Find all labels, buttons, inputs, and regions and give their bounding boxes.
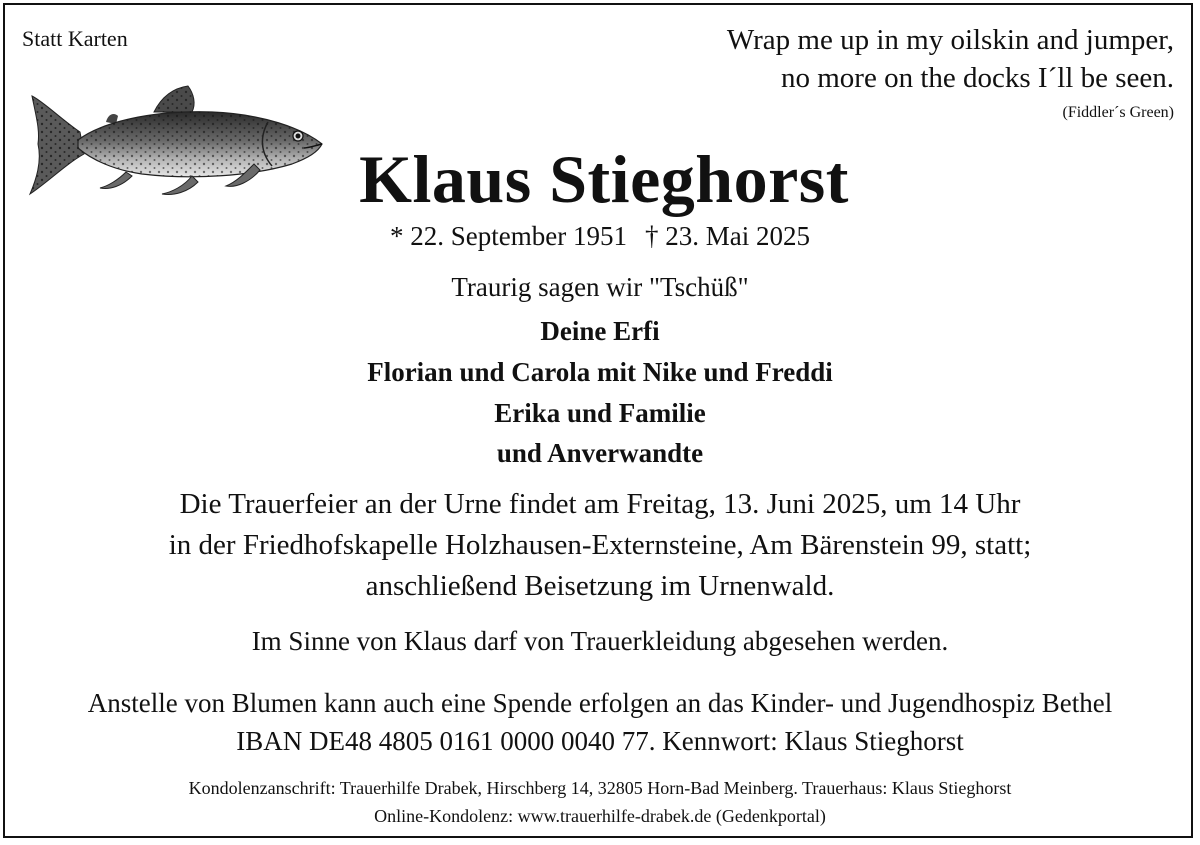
donation-iban: IBAN DE48 4805 0161 0000 0040 77. Kennwort: Klaus Stieghorst [236, 726, 964, 756]
condolence-address: Kondolenzanschrift: Trauerhilfe Drabek, Hirschberg 14, 32805 Horn-Bad Meinberg. Trauerhaus: Klaus Stieghorst [188, 778, 1012, 798]
mourner-name: Florian und Carola mit Nike und Freddi [367, 357, 833, 387]
donation-text: Anstelle von Blumen kann auch eine Spende erfolgen an das Kinder- und Jugendhospiz Bethel [87, 688, 1113, 718]
mourner-name: Erika und Familie [494, 398, 706, 428]
dress-code-note: Im Sinne von Klaus darf von Trauerkleidung abgesehen werden. [251, 626, 949, 656]
deceased-name: Klaus Stieghorst [359, 141, 849, 217]
poem-line-2: no more on the docks I´ll be seen. [780, 62, 1174, 94]
mourners-intro: Traurig sagen wir "Tschüß" [451, 272, 749, 302]
mourner-name: und Anverwandte [496, 438, 704, 468]
funeral-line: in der Friedhofskapelle Holzhausen-Externsteine, Am Bärenstein 99, statt; [168, 529, 1032, 561]
life-dates [0, 221, 1200, 252]
poem-source: (Fiddler´s Green) [1062, 104, 1174, 121]
statt-karten-label: Statt Karten [22, 26, 128, 51]
birth-date: * 22. September 1951 [390, 221, 627, 251]
death-date: † 23. Mai 2025 [644, 221, 810, 251]
funeral-line: anschließend Beisetzung im Urnenwald. [365, 570, 835, 602]
funeral-line: Die Trauerfeier an der Urne findet am Freitag, 13. Juni 2025, um 14 Uhr [179, 488, 1021, 520]
online-condolence: Online-Kondolenz: www.trauerhilfe-drabek.de (Gedenkportal) [374, 806, 826, 826]
mourner-name: Deine Erfi [540, 316, 660, 346]
poem-line-1: Wrap me up in my oilskin and jumper, [726, 24, 1174, 56]
